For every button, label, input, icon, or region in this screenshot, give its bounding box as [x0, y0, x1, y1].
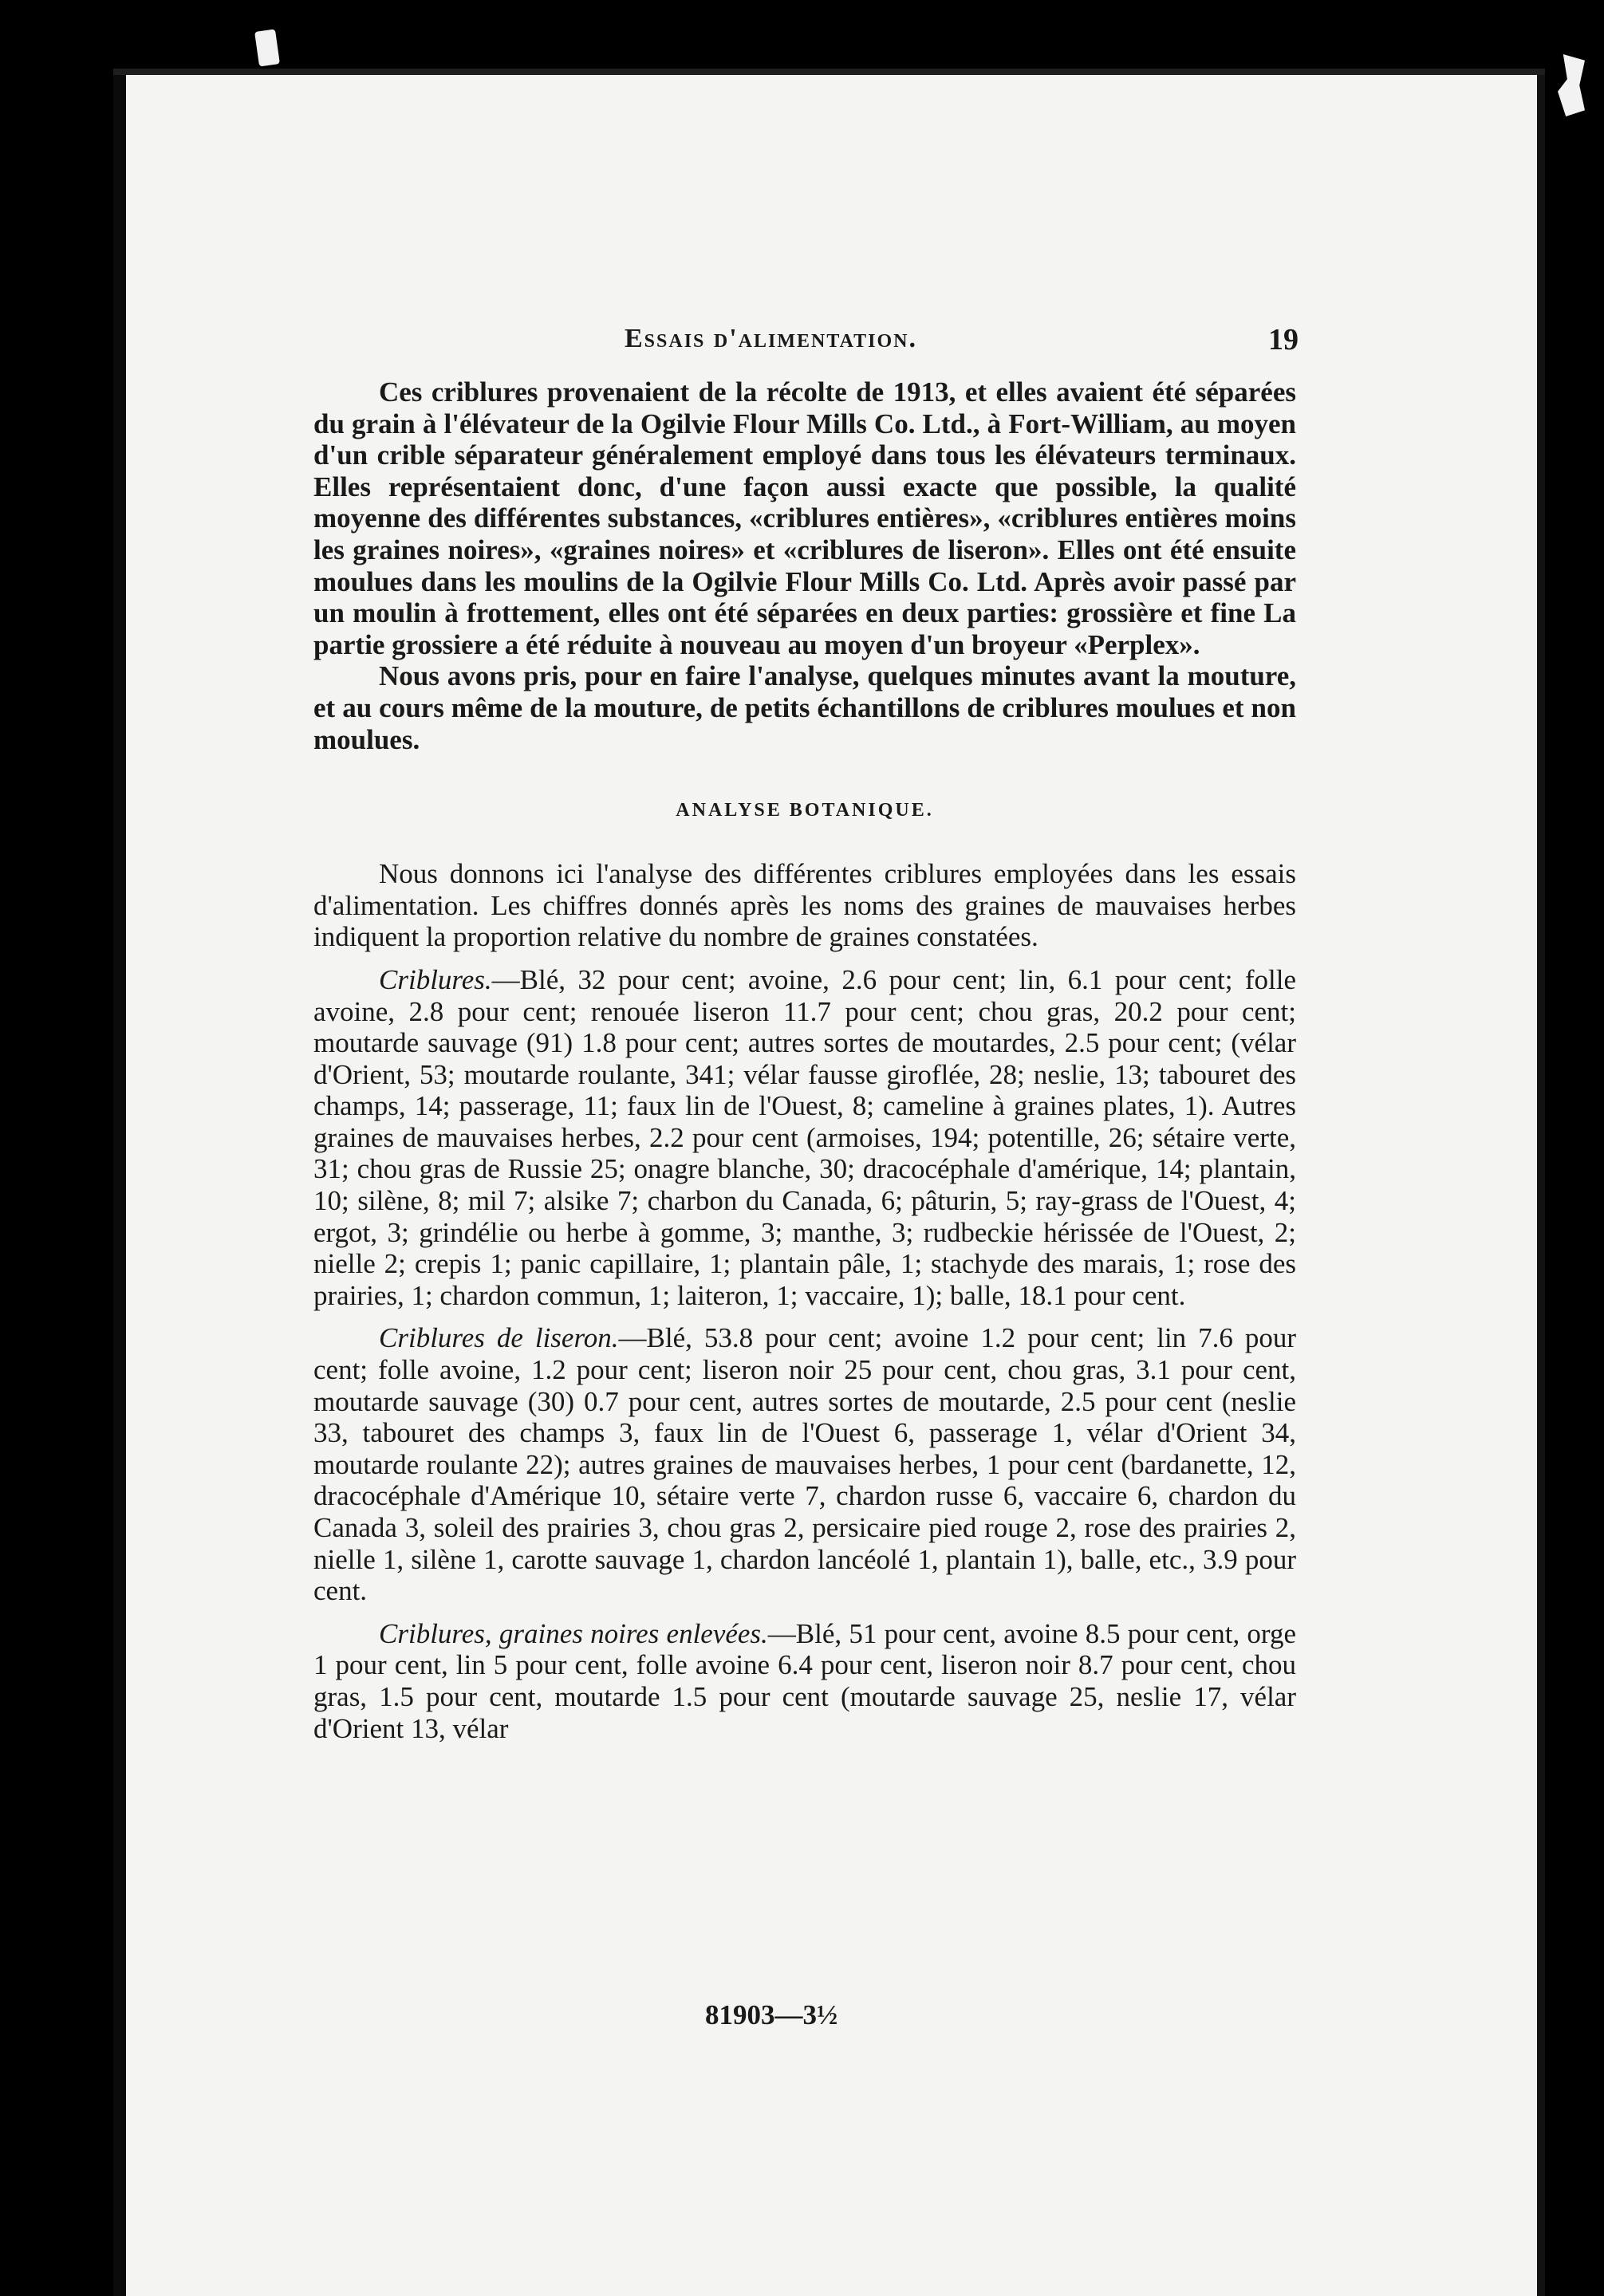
- paragraph-criblures: [313, 964, 1296, 1312]
- scan-artifact-top: [254, 29, 280, 66]
- paragraph-liseron: [313, 1322, 1296, 1606]
- criblures-text: —Blé, 32 pour cent; avoine, 2.6 pour cent; lin, 6.1 pour cent; folle avoine, 2.8 pour cent; renouée liseron 11.7 pour cent; chou gras, 20.2 pour cent; moutarde sauvage (91) 1.8 pour cent; autres sortes de moutardes, 2.5 pour cent; (vélar d'Orient, 53; moutarde roulante, 341; vélar fausse giroflée, 28; neslie, 13; tabouret des champs, 14; passerage, 11; faux lin de l'Ouest, 8; cameline à graines plates, 1). Autres graines de mauvaises herbes, 2.2 pour cent (armoises, 194; potentille, 26; sétaire verte, 31; chou gras de Russie 25; onagre blanche, 30; dracocéphale d'amérique, 14; plantain, 10; silène, 8; mil 7; alsike 7; charbon du Canada, 6; pâturin, 5; ray-grass de l'Ouest, 4; ergot, 3; grindélie ou herbe à gomme, 3; manthe, 3; rudbeckie hérissée de l'Ouest, 2; nielle 2; crepis 1; panic capillaire, 1; plantain pâle, 1; stachyde des marais, 1; rose des prairies, 1; chardon commun, 1; laiteron, 1; vaccaire, 1); balle, 18.1 pour cent.: [313, 963, 1296, 1311]
- paragraph-noires: [313, 1618, 1296, 1744]
- page-top-edge: [113, 69, 1545, 75]
- section-title: ANALYSE BOTANIQUE.: [676, 800, 934, 821]
- running-header: [625, 319, 1299, 367]
- noires-text: —Blé, 51 pour cent, avoine 8.5 pour cent, orge 1 pour cent, lin 5 pour cent, folle avoine 6.4 pour cent, liseron noir 8.7 pour cent, chou gras, 1.5 pour cent, moutarde 1.5 pour cent (moutarde sauvage 25, neslie 17, vélar d'Orient 13, vélar: [313, 1617, 1296, 1744]
- liseron-label: Criblures de liseron.: [379, 1322, 619, 1354]
- paragraph-intro: Nous donnons ici l'analyse des différentes criblures employées dans les essais d'alimentation. Les chiffres donnés après les noms des graines de mauvaises herbes indiquent la proportion relative du nombre de graines constatées.: [313, 858, 1296, 953]
- page-number: 19: [1268, 323, 1299, 356]
- scan-artifact-right: [1558, 54, 1585, 116]
- liseron-text: —Blé, 53.8 pour cent; avoine 1.2 pour cent; lin 7.6 pour cent; folle avoine, 1.2 pour cent; liseron noir 25 pour cent, chou gras, 3.1 pour cent, moutarde sauvage (30) 0.7 pour cent, autres sortes de moutarde, 2.5 pour cent (neslie 33, tabouret des champs 3, faux lin de l'Ouest 6, passerage 1, vélar d'Orient 34, moutarde roulante 22); autres graines de mauvaises herbes, 1 pour cent (bardanette, 12, dracocéphale d'Amérique 10, sétaire verte 7, chardon russe 6, vaccaire 6, chardon du Canada 3, soleil des prairies 3, chou gras 2, persicaire pied rouge 2, rose des prairies 2, nielle 1, silène 1, carotte sauvage 1, chardon lancéolé 1, plantain 1), balle, etc., 3.9 pour cent.: [313, 1322, 1296, 1607]
- signature-mark: 81903—3½: [705, 1999, 838, 2030]
- paragraph-source: Ces criblures provenaient de la récolte de 1913, et elles avaient été séparées du grain à l'élévateur de la Ogilvie Flour Mills Co. Ltd., à Fort-William, au moyen d'un crible séparateur généralement employé dans tous les élévateurs terminaux. Elles représentaient donc, d'une façon aussi exacte que possible, la qualité moyenne des différentes substances, «criblures entières», «criblures entières moins les graines noires», «graines noires» et «criblures de liseron». Elles ont été ensuite moulues dans les moulins de la Ogilvie Flour Mills Co. Ltd. Après avoir passé par un moulin à frottement, elles ont été séparées en deux parties: grossière et fine La partie grossiere a été réduite à nouveau au moyen d'un broyeur «Perplex».: [313, 376, 1296, 660]
- criblures-label: Criblures.: [379, 963, 492, 995]
- noires-label: Criblures, graines noires enlevées.: [379, 1617, 768, 1649]
- paragraph-samples: Nous avons pris, pour en faire l'analyse, quelques minutes avant la mouture, et au cours même de la mouture, de petits échantillons de criblures moulues et non moulues.: [313, 660, 1296, 755]
- running-title: Essais d'alimentation.: [625, 324, 917, 353]
- page-body: [313, 376, 1296, 1744]
